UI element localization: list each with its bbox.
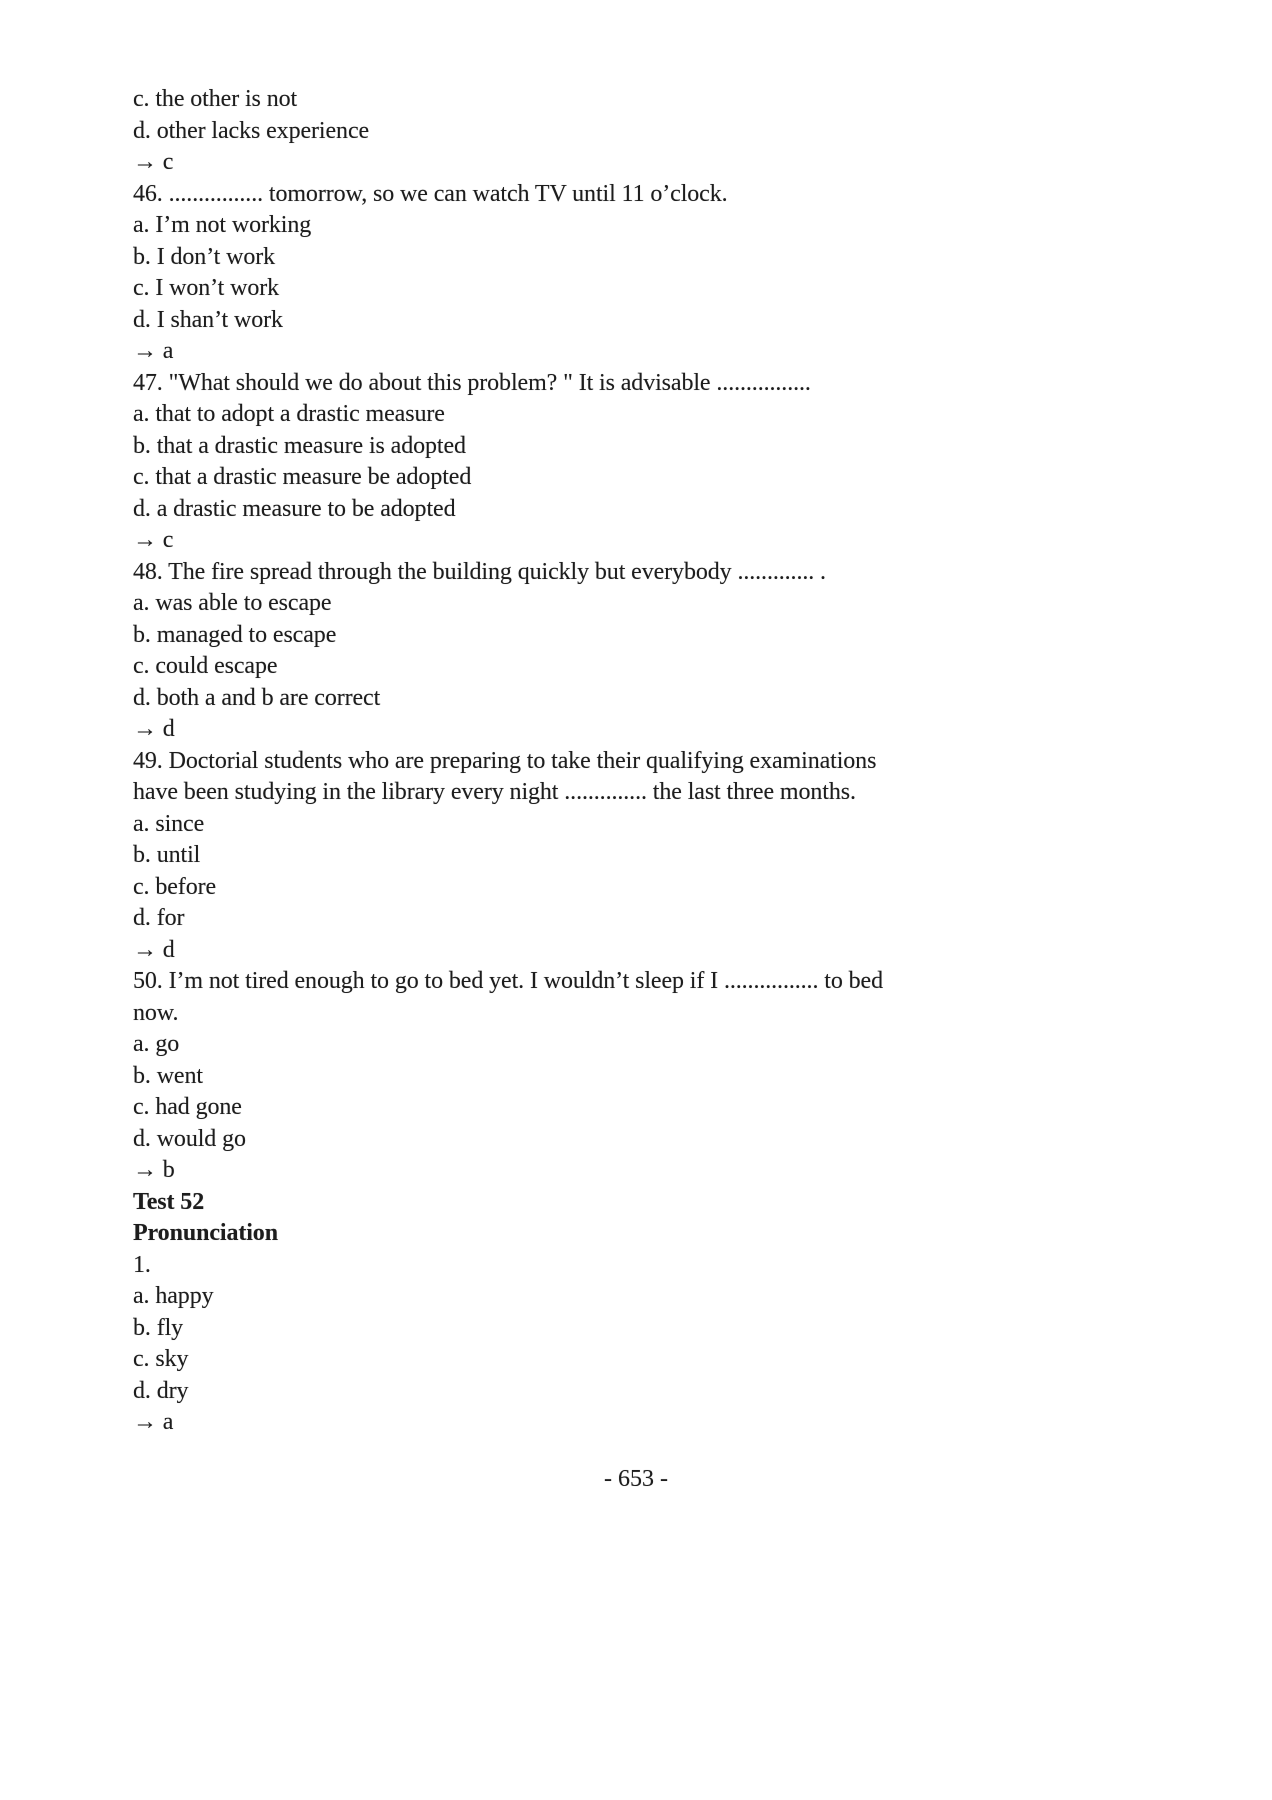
page-number: - 653 - (604, 1466, 668, 1492)
document-line: → c (133, 527, 174, 553)
document-line: now. (133, 999, 179, 1026)
document-line: → b (133, 1157, 175, 1183)
document-line: 46. ................ tomorrow, so we can watch TV until 11 o’clock. (133, 180, 728, 207)
document-line: → c (133, 149, 174, 175)
document-line: b. until (133, 842, 201, 868)
document-line: b. that a drastic measure is adopted (133, 432, 466, 459)
document-line: a. was able to escape (133, 590, 332, 616)
document-line: → a (133, 1409, 174, 1435)
document-line: b. I don’t work (133, 243, 276, 270)
document-line: 50. I’m not tired enough to go to bed yet. I wouldn’t sleep if I ................ to bed (133, 968, 883, 994)
document-line: d. for (133, 905, 185, 931)
document-line: c. the other is not (133, 86, 298, 112)
document-line: c. could escape (133, 653, 278, 679)
document-line: → d (133, 936, 175, 963)
document-line: a. happy (133, 1283, 214, 1309)
document-line: b. managed to escape (133, 621, 337, 648)
document-line: c. before (133, 873, 217, 900)
document-line: d. dry (133, 1377, 189, 1404)
document-line: c. sky (133, 1346, 189, 1372)
document-body (133, 84, 1223, 1439)
document-line: 49. Doctorial students who are preparing to take their qualifying examinations (133, 747, 877, 774)
document-line: b. fly (133, 1314, 184, 1341)
document-line: a. I’m not working (133, 212, 312, 238)
document-line: a. go (133, 1031, 180, 1057)
document-line: d. other lacks experience (133, 117, 370, 144)
document-line: a. since (133, 810, 205, 837)
document-line: b. went (133, 1062, 203, 1089)
document-line: have been studying in the library every night .............. the last three months. (133, 779, 856, 805)
document-line: d. I shan’t work (133, 306, 283, 333)
document-line: 47. "What should we do about this problem? " It is advisable ................ (133, 369, 811, 396)
document-line: Test 52 (133, 1188, 205, 1215)
document-line: → a (133, 338, 174, 364)
document-line: 1. (133, 1251, 151, 1278)
document-line: → d (133, 716, 175, 742)
document-line: a. that to adopt a drastic measure (133, 401, 445, 427)
document-line: 48. The fire spread through the building quickly but everybody ............. . (133, 558, 826, 585)
document-line: d. a drastic measure to be adopted (133, 495, 456, 522)
document-line: c. I won’t work (133, 275, 280, 301)
document-line: d. both a and b are correct (133, 684, 381, 711)
document-line: c. that a drastic measure be adopted (133, 464, 472, 490)
document-line: Pronunciation (133, 1220, 278, 1246)
document-line: c. had gone (133, 1094, 242, 1120)
document-line: d. would go (133, 1125, 246, 1152)
